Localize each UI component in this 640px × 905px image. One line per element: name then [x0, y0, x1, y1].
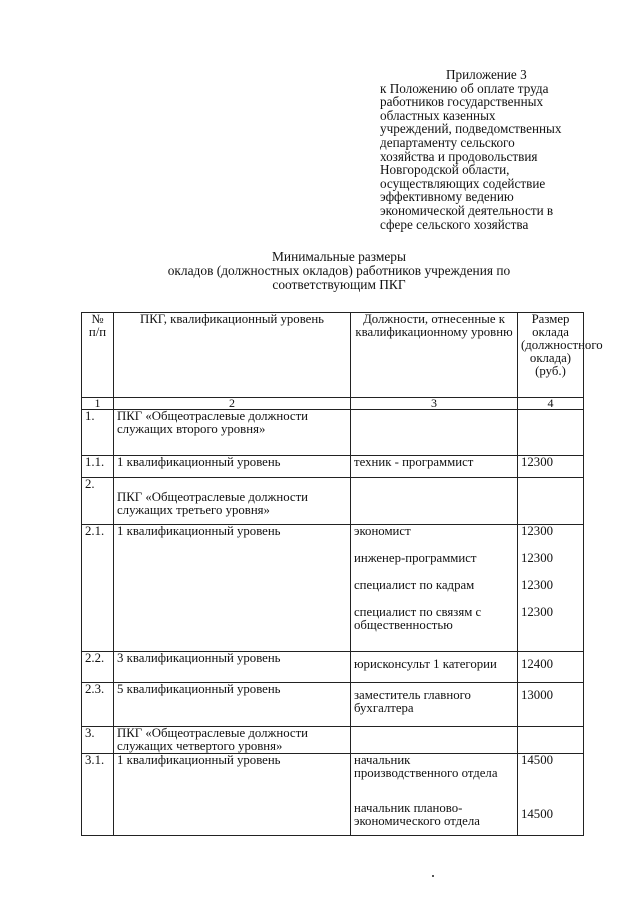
appendix-line: хозяйства и продовольствия	[380, 148, 538, 164]
position-name: начальник планово-экономического отдела	[354, 801, 480, 828]
row-salaries	[518, 727, 584, 754]
row-salaries	[518, 683, 584, 727]
salary-value: 12400	[521, 657, 553, 671]
position-name: инженер-программист	[354, 551, 477, 565]
row-positions	[351, 683, 518, 727]
header-number: № п/п	[82, 313, 114, 398]
row-number: 2.2.	[82, 652, 114, 683]
row-group: 3 квалификационный уровень	[114, 652, 351, 683]
row-group: 1 квалификационный уровень	[114, 456, 351, 478]
header-positions: Должности, отнесенные к квалификационному уровню	[351, 313, 518, 398]
row-number: 3.1.	[82, 754, 114, 836]
table-row	[82, 683, 584, 727]
column-number: 4	[518, 398, 584, 410]
row-number: 2.	[82, 478, 114, 525]
row-number: 3.	[82, 727, 114, 754]
appendix-line: работников государственных	[380, 94, 544, 110]
header-salary: Размер оклада (должностного оклада) (руб.)	[518, 313, 584, 398]
position-name: техник - программист	[354, 455, 474, 469]
row-salaries	[518, 410, 584, 456]
position-name: специалист по связям с общественностью	[354, 605, 482, 632]
header-group: ПКГ, квалификационный уровень	[114, 313, 351, 398]
table-row	[82, 525, 584, 652]
document-title	[100, 250, 578, 292]
appendix-line: областных казенных	[380, 107, 496, 123]
row-group: ПКГ «Общеотраслевые должности служащих третьего уровня»	[114, 478, 351, 525]
row-salaries	[518, 754, 584, 836]
column-number: 2	[114, 398, 351, 410]
title-line: окладов (должностных окладов) работников учреждения по	[167, 263, 511, 278]
salary-value: 13000	[521, 688, 553, 702]
row-salaries	[518, 456, 584, 478]
table-row	[82, 456, 584, 478]
salary-value: 12300	[521, 551, 553, 565]
appendix-block	[380, 68, 620, 231]
appendix-line: сфере сельского хозяйства	[380, 216, 529, 232]
row-group: 1 квалификационный уровень	[114, 525, 351, 652]
appendix-line: учреждений, подведомственных	[380, 121, 562, 137]
row-salaries	[518, 652, 584, 683]
table-row	[82, 727, 584, 754]
row-number: 2.1.	[82, 525, 114, 652]
row-number: 1.	[82, 410, 114, 456]
row-positions	[351, 652, 518, 683]
appendix-line: экономической деятельности в	[380, 202, 554, 218]
row-number: 2.3.	[82, 683, 114, 727]
row-positions	[351, 478, 518, 525]
salary-value: 12300	[521, 605, 553, 619]
table-row	[82, 754, 584, 836]
appendix-line: эффективному ведению	[380, 189, 514, 205]
row-group: ПКГ «Общеотраслевые должности служащих второго уровня»	[114, 410, 351, 456]
position-name: юрисконсульт 1 категории	[354, 657, 497, 671]
row-positions	[351, 727, 518, 754]
column-number: 3	[351, 398, 518, 410]
table-row	[82, 652, 584, 683]
appendix-line: осуществляющих содействие	[380, 175, 546, 191]
row-positions	[351, 456, 518, 478]
table-header-row	[82, 313, 584, 398]
salary-value: 12300	[521, 578, 553, 592]
appendix-line: Новгородской области,	[380, 162, 510, 178]
salary-value: 14500	[521, 807, 553, 821]
appendix-line: департаменту сельского	[380, 134, 515, 150]
column-numbers-row	[82, 398, 584, 410]
title-line: Минимальные размеры	[272, 249, 406, 264]
appendix-heading: Приложение 3	[446, 67, 527, 82]
row-salaries	[518, 478, 584, 525]
scan-speck	[432, 875, 434, 877]
position-name: экономист	[354, 524, 411, 538]
row-group: 1 квалификационный уровень	[114, 754, 351, 836]
row-salaries	[518, 525, 584, 652]
row-group: ПКГ «Общеотраслевые должности служащих четвертого уровня»	[114, 727, 351, 754]
position-name: заместитель главного бухгалтера	[354, 688, 471, 715]
position-name: начальник производственного отдела	[354, 753, 498, 780]
salary-table	[81, 312, 603, 836]
table-row	[82, 410, 584, 456]
row-positions	[351, 754, 518, 836]
row-positions	[351, 525, 518, 652]
table-row	[82, 478, 584, 525]
column-number: 1	[82, 398, 114, 410]
row-number: 1.1.	[82, 456, 114, 478]
row-positions	[351, 410, 518, 456]
salary-value: 12300	[521, 524, 553, 538]
salary-value: 12300	[521, 455, 553, 469]
position-name: специалист по кадрам	[354, 578, 475, 592]
appendix-line: к Положению об оплате труда	[380, 80, 549, 96]
salary-value: 14500	[521, 753, 553, 767]
row-group: 5 квалификационный уровень	[114, 683, 351, 727]
title-line: соответствующим ПКГ	[272, 277, 406, 292]
